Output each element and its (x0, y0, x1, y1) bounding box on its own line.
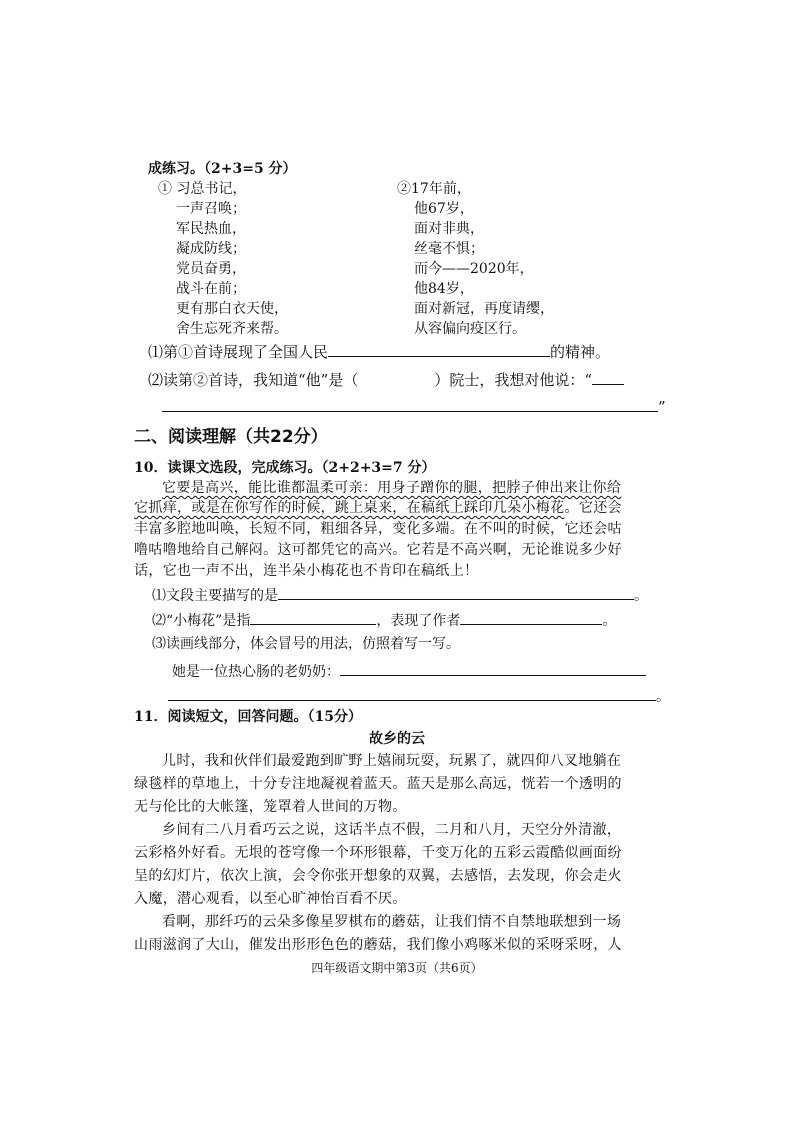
q10-title: 10．读课文选段，完成练习。（2+2+3=7 分） (134, 460, 436, 476)
q10-sub3-prompt-line (172, 661, 646, 681)
q10-sub2-blank-2[interactable] (460, 610, 602, 625)
article-line: 云彩格外好看。无垠的苍穹像一个环形银幕，千变万化的五彩云霞酷似画面纷 (134, 845, 622, 861)
poem1-line: ① 习总书记， (158, 181, 247, 197)
passage-line (134, 499, 669, 517)
poem2-line: 而今——2020年， (414, 261, 534, 277)
q10-sub3-prompt: 她是一位热心肠的老奶奶： (172, 664, 340, 680)
passage-underlined: 它抓痒，或是在你写作的时候，跳上桌来，在稿纸上踩印几朵小梅花 (134, 500, 565, 516)
poem1-line: 凝成防线； (176, 241, 246, 257)
q9-sub1 (148, 342, 610, 362)
q9-sub2-text-a: ⑵读第②首诗，我知道“他”是（ (148, 371, 359, 389)
q11-title: 11．阅读短文，回答问题。（15分） (134, 709, 362, 725)
article-line: 山雨滋润了大山，催发出形形色色的蘑菇，我们像小鸡啄米似的采呀采呀，人 (134, 937, 622, 953)
article-line: 入魔，潜心观看，以至心旷神怡百看不厌。 (134, 891, 407, 907)
article-line: 看啊，那纤巧的云朵多像星罗棋布的蘑菇，让我们情不自禁地联想到一场 (162, 914, 622, 930)
section-title: 二、阅读理解（共22分） (134, 427, 328, 447)
q9-sub2-blank-1[interactable] (592, 370, 624, 385)
q10-sub1 (152, 585, 648, 605)
q10-sub2-text-b: ，表现了作者 (376, 613, 461, 629)
q10-sub3-blank-1[interactable] (340, 661, 646, 676)
q10-sub1-blank[interactable] (278, 585, 634, 600)
q10-sub2 (152, 610, 616, 630)
q10-sub3: ⑶读画线部分，体会冒号的用法，仿照着写一写。 (152, 636, 460, 652)
q10-sub3-line2 (168, 686, 670, 706)
q10-sub2-end: 。 (602, 613, 617, 629)
poem1-line: 战斗在前； (176, 281, 246, 297)
poem1-line: 一声召唤； (176, 201, 246, 217)
q9-sub1-text: ⑴第①首诗展现了全国人民 (148, 343, 329, 361)
q10-sub2-text-a: ⑵“小梅花”是指 (152, 613, 251, 629)
poem2-line: 面对非典， (414, 221, 484, 237)
article-line: 儿时，我和伙伴们最爱跑到旷野上嬉闹玩耍，玩累了，就四仰八叉地躺在 (162, 753, 622, 769)
poem2-line: 他84岁， (414, 281, 474, 297)
passage-text: 。它还会 (564, 500, 622, 516)
poem1-line: 党员奋勇， (176, 261, 246, 277)
passage-line (134, 479, 669, 497)
q9-sub1-blank[interactable] (328, 342, 550, 357)
poem1-line: 舍生忘死齐来帮。 (176, 321, 288, 337)
q10-sub1-end: 。 (634, 588, 648, 604)
poem2-line: 丝毫不惧； (414, 241, 484, 257)
q9-sub2 (148, 370, 624, 390)
q9-sub2-close: ” (658, 398, 666, 416)
article-line: 乡间有二八月看巧云之说，这话半点不假，二月和八月，天空分外清澈， (162, 822, 622, 838)
poem2-line: 面对新冠，再度请缨， (414, 301, 554, 317)
q10-sub2-blank-1[interactable] (250, 610, 376, 625)
page-footer: 四年级语文期中第3页（共6页） (311, 961, 483, 975)
q10-sub3-blank-2[interactable] (168, 686, 656, 701)
q9-sub2-text-b: ）院士，我想对他说：“ (434, 371, 593, 389)
article-title: 故乡的云 (369, 731, 425, 747)
q9-intro: 成练习。（2+3=5 分） (148, 161, 297, 177)
poem2-line: 从容偏向疫区行。 (414, 321, 526, 337)
article-line: 无与伦比的大帐篷，笼罩着人世间的万物。 (134, 799, 407, 815)
passage-line: 丰富多腔地叫唤，长短不同，粗细各异，变化多端。在不叫的时候，它还会咕 (134, 521, 622, 537)
q9-sub1-end: 的精神。 (550, 343, 611, 361)
passage-line: 话，它也一声不出，连半朵小梅花也不肯印在稿纸上！ (134, 563, 479, 579)
passage-line: 噜咕噜地给自己解闷。这可都凭它的高兴。它若是不高兴啊，无论谁说多少好 (134, 542, 622, 558)
q9-sub2-line2 (162, 397, 666, 417)
poem1-line: 更有那白衣天使， (176, 301, 288, 317)
article-line: 呈的幻灯片，依次上演，会令你张开想象的双翼，去感悟，去发现，你会走火 (134, 868, 622, 884)
q10-sub3-end: 。 (656, 689, 670, 705)
poem2-line: 他67岁， (414, 201, 474, 217)
q10-sub1-text: ⑴文段主要描写的是 (152, 588, 278, 604)
passage-underlined: 它要是高兴，能比谁都温柔可亲：用身子蹭你的腿，把脖子伸出来让你给 (162, 480, 622, 496)
poem2-line: ②17年前， (397, 181, 471, 197)
article-line: 绿毯样的草地上，十分专注地凝视着蓝天。蓝天是那么高远，恍若一个透明的 (134, 776, 622, 792)
poem1-line: 军民热血， (176, 221, 246, 237)
q9-sub2-blank-2[interactable] (162, 397, 658, 412)
